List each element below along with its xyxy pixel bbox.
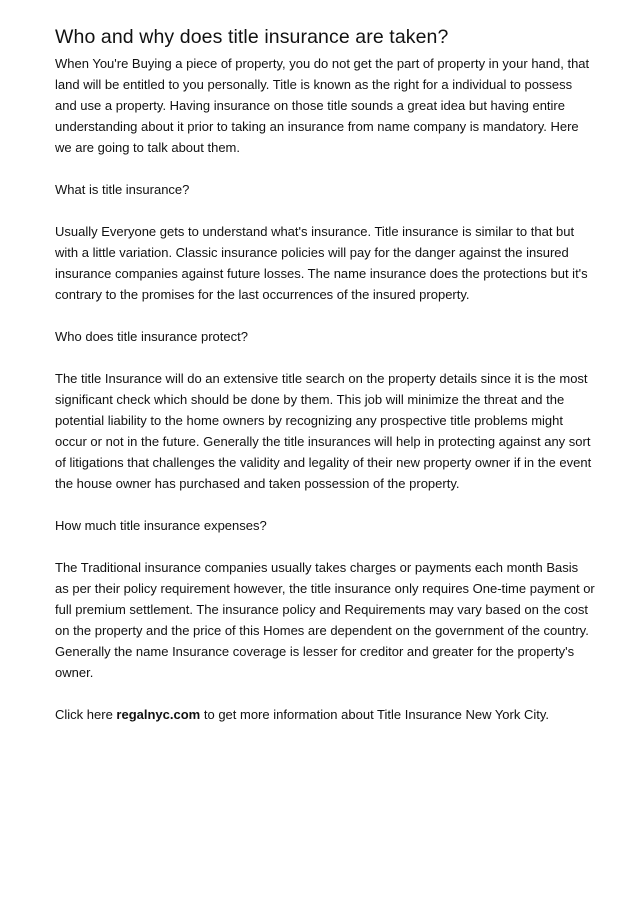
- spacer: [55, 494, 595, 515]
- closing-suffix: to get more information about Title Insurance New York City.: [200, 707, 550, 722]
- spacer: [55, 200, 595, 221]
- section-body-how-much: The Traditional insurance companies usually takes charges or payments each month Basis as per their policy requirement however, the title insurance only requires One-time payment or full premium settlement. The insurance policy and Requirements may vary based on the cost on the property and the price of this Homes are dependent on the government of the country. Generally the name Insurance coverage is lesser for creditor and greater for the property's owner.: [55, 560, 595, 680]
- document-title: Who and why does title insurance are taken?: [55, 26, 449, 48]
- section-body-what: Usually Everyone gets to understand what's insurance. Title insurance is similar to that but with a little variation. Classic insurance policies will pay for the danger against the insured insurance companies against future losses. The name insurance does the protections but it's contrary to the promises for the last occurrences of the insured property.: [55, 224, 588, 302]
- spacer: [55, 158, 595, 179]
- spacer: [55, 305, 595, 326]
- section-heading-what: What is title insurance?: [55, 182, 190, 197]
- document-page: [55, 24, 595, 725]
- spacer: [55, 536, 595, 557]
- section-heading-who: Who does title insurance protect?: [55, 329, 248, 344]
- spacer: [55, 683, 595, 704]
- closing-prefix: Click here: [55, 707, 117, 722]
- intro-paragraph: When You're Buying a piece of property, you do not get the part of property in your hand, that land will be entitled to you personally. Title is known as the right for a individual to possess and use a property. Having insurance on those title sounds a great idea but having entire understanding about it prior to taking an insurance from name company is mandatory. Here we are going to talk about them.: [55, 56, 590, 155]
- closing-paragraph: [55, 704, 595, 725]
- section-body-who: The title Insurance will do an extensive title search on the property details since it is the most significant check which should be done by them. This job will minimize the threat and the potential liability to the home owners by recognizing any prospective title problems might occur or not in the future. Generally the title insurances will help in protecting against any sort of litigations that challenges the validity and legality of their new property owner if in the event the house owner has purchased and taken possession of the property.: [55, 371, 592, 491]
- regalnyc-link[interactable]: regalnyc.com: [116, 707, 201, 722]
- section-heading-how-much: How much title insurance expenses?: [55, 518, 267, 533]
- spacer: [55, 347, 595, 368]
